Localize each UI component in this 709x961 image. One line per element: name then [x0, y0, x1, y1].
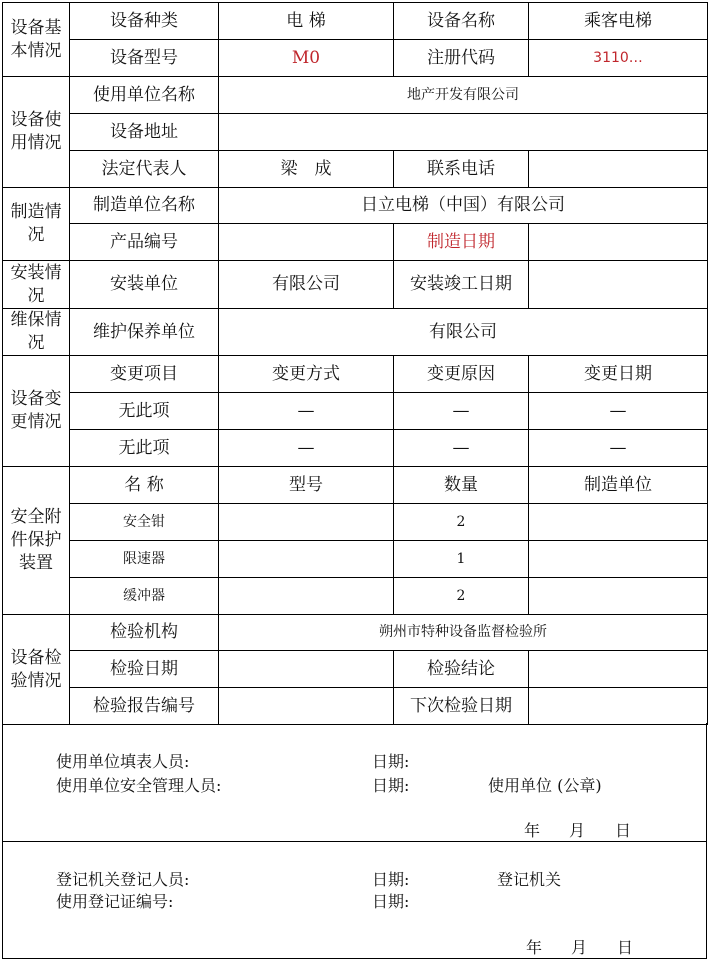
- label-phone: 联系电话: [394, 151, 529, 188]
- label-report-number: 检验报告编号: [70, 688, 219, 725]
- label-next-inspection: 下次检验日期: [394, 688, 529, 725]
- registry-signoff-section: [2, 842, 707, 959]
- group-maintenance: 维保情况: [3, 309, 70, 356]
- registrar-label: 登记机关登记人员:: [56, 870, 190, 889]
- part-name: 缓冲器: [70, 578, 219, 615]
- header-change-item: 变更项目: [70, 356, 219, 393]
- filler-label: 使用单位填表人员:: [56, 752, 190, 771]
- label-register-code: 注册代码: [394, 40, 529, 77]
- header-part-name: 名 称: [70, 467, 219, 504]
- cert-number-label: 使用登记证编号:: [56, 892, 174, 911]
- change-item[interactable]: 无此项: [70, 393, 219, 430]
- value-legal-rep[interactable]: 梁 成: [219, 151, 394, 188]
- label-user-unit: 使用单位名称: [70, 77, 219, 114]
- registration-form-table: [2, 2, 708, 725]
- user-signoff-section: [2, 723, 707, 842]
- label-device-model: 设备型号: [70, 40, 219, 77]
- part-model[interactable]: [219, 504, 394, 541]
- value-install-unit[interactable]: 有限公司: [219, 261, 394, 309]
- value-phone[interactable]: [529, 151, 708, 188]
- table-row: [3, 393, 708, 430]
- value-device-address[interactable]: [219, 114, 708, 151]
- registration-authority: 登记机关: [497, 870, 562, 889]
- change-date[interactable]: —: [529, 430, 708, 467]
- value-report-number[interactable]: [219, 688, 394, 725]
- month-label: 月: [571, 938, 588, 957]
- group-manufacture: 制造情况: [3, 188, 70, 261]
- label-inspection-org: 检验机构: [70, 615, 219, 651]
- change-date[interactable]: —: [529, 393, 708, 430]
- table-row: [3, 430, 708, 467]
- year-label: 年: [524, 821, 541, 840]
- part-maker[interactable]: [529, 504, 708, 541]
- part-model[interactable]: [219, 578, 394, 615]
- label-inspection-date: 检验日期: [70, 651, 219, 688]
- value-install-done-date[interactable]: [529, 261, 708, 309]
- year-label: 年: [526, 938, 543, 957]
- label-device-type: 设备种类: [70, 3, 219, 40]
- day-label: 日: [617, 938, 634, 957]
- group-inspection: 设备检验情况: [3, 615, 70, 725]
- group-install: 安装情况: [3, 261, 70, 309]
- header-part-qty: 数量: [394, 467, 529, 504]
- value-maintenance-unit[interactable]: 有限公司: [219, 309, 708, 356]
- value-inspection-date[interactable]: [219, 651, 394, 688]
- label-inspection-result: 检验结论: [394, 651, 529, 688]
- value-device-model[interactable]: M0: [219, 40, 394, 77]
- change-method[interactable]: —: [219, 393, 394, 430]
- part-maker[interactable]: [529, 578, 708, 615]
- date-label: 日期:: [372, 892, 410, 911]
- value-inspection-org[interactable]: 朔州市特种设备监督检验所: [219, 615, 708, 651]
- table-row: [3, 578, 708, 615]
- value-product-serial[interactable]: [219, 224, 394, 261]
- part-name: 安全钳: [70, 504, 219, 541]
- group-safety: 安全附件保护装置: [3, 467, 70, 615]
- table-row: [3, 504, 708, 541]
- value-device-name[interactable]: 乘客电梯: [529, 3, 708, 40]
- change-reason[interactable]: —: [394, 430, 529, 467]
- header-change-date: 变更日期: [529, 356, 708, 393]
- safety-manager-label: 使用单位安全管理人员:: [56, 776, 222, 795]
- date-label: 日期:: [372, 870, 410, 889]
- value-device-type[interactable]: 电 梯: [219, 3, 394, 40]
- value-user-unit[interactable]: 地产开发有限公司: [219, 77, 708, 114]
- value-register-code[interactable]: 3110…: [529, 40, 708, 77]
- label-manufacture-date: 制造日期: [394, 224, 529, 261]
- value-next-inspection[interactable]: [529, 688, 708, 725]
- header-change-method: 变更方式: [219, 356, 394, 393]
- change-item[interactable]: 无此项: [70, 430, 219, 467]
- value-manufacture-date[interactable]: [529, 224, 708, 261]
- change-method[interactable]: —: [219, 430, 394, 467]
- label-maintenance-unit: 维护保养单位: [70, 309, 219, 356]
- value-maker[interactable]: 日立电梯（中国）有限公司: [219, 188, 708, 224]
- month-label: 月: [569, 821, 586, 840]
- part-maker[interactable]: [529, 541, 708, 578]
- part-name: 限速器: [70, 541, 219, 578]
- part-qty[interactable]: 2: [394, 504, 529, 541]
- day-label: 日: [615, 821, 632, 840]
- label-maker: 制造单位名称: [70, 188, 219, 224]
- label-device-address: 设备地址: [70, 114, 219, 151]
- user-unit-seal: 使用单位 (公章): [488, 776, 602, 795]
- header-change-reason: 变更原因: [394, 356, 529, 393]
- label-legal-rep: 法定代表人: [70, 151, 219, 188]
- header-part-model: 型号: [219, 467, 394, 504]
- group-changes: 设备变更情况: [3, 356, 70, 467]
- value-inspection-result[interactable]: [529, 651, 708, 688]
- date-label: 日期:: [372, 776, 410, 795]
- part-qty[interactable]: 1: [394, 541, 529, 578]
- header-part-maker: 制造单位: [529, 467, 708, 504]
- label-install-unit: 安装单位: [70, 261, 219, 309]
- date-label: 日期:: [372, 752, 410, 771]
- part-qty[interactable]: 2: [394, 578, 529, 615]
- label-install-done-date: 安装竣工日期: [394, 261, 529, 309]
- table-row: [3, 541, 708, 578]
- label-device-name: 设备名称: [394, 3, 529, 40]
- label-product-serial: 产品编号: [70, 224, 219, 261]
- group-basic: 设备基本情况: [3, 3, 70, 77]
- part-model[interactable]: [219, 541, 394, 578]
- change-reason[interactable]: —: [394, 393, 529, 430]
- group-usage: 设备使用情况: [3, 77, 70, 188]
